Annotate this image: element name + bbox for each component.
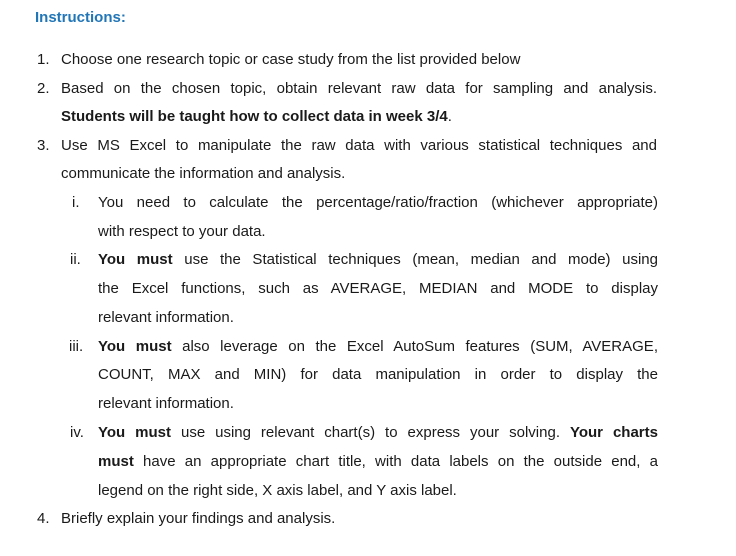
subitem-i-line-2: with respect to your data. [98,223,266,240]
item-4-marker: 4. [37,510,50,527]
subitem-iii-rest: also leverage on the Excel AutoSum features (SUM, AVERAGE, [171,338,658,355]
item-3-marker: 3. [37,137,50,154]
subitem-iii-line-1 [98,337,658,357]
subitem-iv-line-1 [98,423,658,443]
subitem-iv-bold-2: Your charts [569,424,658,441]
subitem-ii-bold: You must [98,251,173,268]
item-3-line-2: communicate the information and analysis. [61,165,346,182]
item-1-marker: 1. [37,51,50,68]
item-2-period: . [447,108,452,125]
subitem-iii-marker: iii. [69,338,84,355]
subitem-iv-line-2 [98,452,658,472]
subitem-ii-rest: use the Statistical techniques (mean, median and mode) using [172,251,658,268]
subitem-iv-rest: have an appropriate chart title, with data labels on the outside end, a [133,453,658,470]
subitem-iii-line-2: COUNT, MAX and MIN) for data manipulation in order to display the [98,366,658,383]
item-2-line-2 [61,107,452,127]
subitem-iv-marker: iv. [70,424,84,441]
instructions-heading: Instructions: [35,9,126,26]
item-1-text: Choose one research topic or case study from the list provided below [61,51,521,68]
subitem-ii-line-2: the Excel functions, such as AVERAGE, MEDIAN and MODE to display [98,280,658,297]
subitem-i-marker: i. [72,194,80,211]
subitem-iii-line-3: relevant information. [98,395,234,412]
subitem-iii-bold: You must [98,338,172,355]
subitem-ii-line-1 [98,250,658,270]
item-4-text: Briefly explain your findings and analysis. [61,510,336,527]
subitem-iv-line-3: legend on the right side, X axis label, and Y axis label. [98,482,457,499]
subitem-iv-bold: You must [98,424,172,441]
subitem-ii-line-3: relevant information. [98,309,234,326]
item-2-line-1: Based on the chosen topic, obtain relevant raw data for sampling and analysis. [61,80,657,97]
item-2-marker: 2. [37,80,50,97]
subitem-iv-mid: use using relevant chart(s) to express your solving. [171,424,570,441]
item-3-line-1: Use MS Excel to manipulate the raw data with various statistical techniques and [61,137,657,154]
item-2-bold-note: Students will be taught how to collect data in week 3/4 [61,108,448,125]
subitem-ii-marker: ii. [70,251,81,268]
subitem-i-line-1: You need to calculate the percentage/ratio/fraction (whichever appropriate) [98,194,658,211]
subitem-iv-bold-3: must [98,453,134,470]
